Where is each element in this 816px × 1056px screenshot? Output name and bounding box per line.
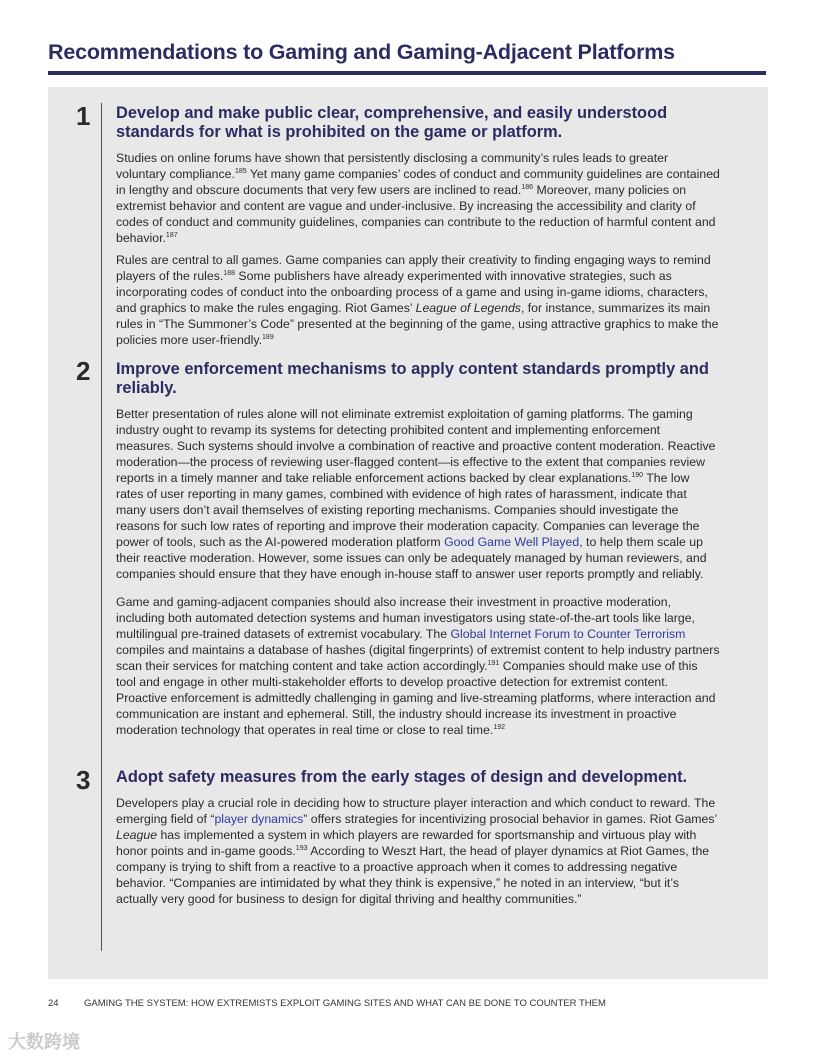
section-1-number: 1: [76, 101, 91, 131]
section-2-heading: Improve enforcement mechanisms to apply content standards promptly and reliably.: [116, 360, 709, 397]
footnote-ref[interactable]: 186: [521, 183, 534, 191]
page-number: 24: [48, 998, 59, 1009]
section-3-heading: Adopt safety measures from the early stages of design and development.: [116, 768, 688, 786]
gifct-link[interactable]: Global Internet Forum to Counter Terrorism: [450, 627, 686, 641]
section-2: [116, 360, 720, 744]
section-3: [116, 768, 720, 913]
section-1-heading: Develop and make public clear, comprehensive, and easily understood standards for what is prohibited on the game or platform.: [116, 104, 668, 141]
section-1: [116, 104, 720, 354]
footnote-ref[interactable]: 190: [631, 471, 644, 479]
section-3-paragraph-1: Developers play a crucial role in deciding how to structure player interaction and which conduct to reward. The emerging field of “player dynamics” offers strategies for incentivizing prosocial behavior in games. Riot Games’ League has implemented a system in which players are rewarded for sportsmanship and virtuous play with honor points and in-game goods.$^{193}$ According to Weszt Hart, the head of player dynamics at Riot Games, the company is trying to shift from a reactive to a proactive approach when it comes to addressing negative behavior. “Companies are intimidated by what they think is expensive,” he noted in an interview, “but it’s actually very good for business to design for digital thriving and healthy communities.”: [116, 796, 717, 906]
section-2-paragraph-1: Better presentation of rules alone will not eliminate extremist exploitation of gaming platforms. The gaming industry ought to revamp its systems for detecting prohibited content and implementing enforcement measures. Such systems should involve a combination of reactive and proactive content moderation. Reactive moderation—the process of reviewing user-flagged content—is effective to the extent that companies review reports in a timely manner and take reliable enforcement actions backed by clear explanations.$^{190}$ The low rates of user reporting in many games, combined with evidence of high rates of harassment, indicate that many users don’t avail themselves of existing reporting mechanisms. Companies should investigate the reasons for such low rates of reporting and improve their moderation capacity. Companies can leverage the power of tools, such as the AI-powered moderation platform Good Game Well Played, to help them scale up their reactive moderation. However, some issues can only be adequately managed by human reviewers, and companies should ensure that they have enough in-house staff to answer user reports promptly and reliably.: [116, 407, 716, 581]
recommendations-panel: [48, 87, 768, 979]
footnote-ref[interactable]: 191: [487, 659, 500, 667]
footnote-ref[interactable]: 187: [165, 231, 178, 239]
vertical-divider: [101, 103, 102, 951]
footnote-ref[interactable]: 193: [295, 844, 308, 852]
section-1-paragraph-1: Studies on online forums have shown that persistently disclosing a community’s rules leads to greater voluntary compliance.$^{185}$ Yet many game companies’ codes of conduct and community guidelines are contained in lengthy and obscure documents that very few users are inclined to read.$^{186}$ Moreover, many policies on extremist behavior and content are vague and under-inclusive. By increasing the accessibility and clarity of codes of conduct and community guidelines, companies can contribute to the reduction of harmful content and behavior.$^{187}$: [116, 151, 720, 245]
page-footer: [48, 998, 606, 1009]
section-2-paragraph-2: Game and gaming-adjacent companies should also increase their investment in proactive moderation, including both automated detection systems and human investigators using state-of-the-art tools like large, multilingual pre-trained datasets of extremist vocabulary. The Global Internet Forum to Counter Terrorism compiles and maintains a database of hashes (digital fingerprints) of extremist content to help industry partners scan their services for matching content and take action accordingly.$^{191}$ Companies should make use of this tool and engage in other multi-stakeholder efforts to develop proactive detection for extremist content. Proactive enforcement is admittedly challenging in gaming and live-streaming platforms, where interaction and communication are instant and ephemeral. Still, the industry should increase its investment in proactive moderation technology that operates in real time or close to real time.$^{192}$: [116, 595, 720, 737]
page-title: Recommendations to Gaming and Gaming-Adjacent Platforms: [48, 40, 675, 64]
good-game-well-played-link[interactable]: Good Game Well Played: [444, 535, 580, 549]
section-2-number: 2: [76, 356, 91, 386]
running-title: GAMING THE SYSTEM: HOW EXTREMISTS EXPLOIT GAMING SITES AND WHAT CAN BE DONE TO COUNTER THEM: [84, 998, 606, 1009]
footnote-ref[interactable]: 189: [262, 333, 274, 341]
footnote-ref[interactable]: 185: [234, 167, 247, 175]
section-3-number: 3: [76, 765, 91, 795]
player-dynamics-link[interactable]: player dynamics: [214, 812, 304, 826]
section-1-paragraph-2: Rules are central to all games. Game companies can apply their creativity to finding engaging ways to remind players of the rules.$^{188}$ Some publishers have already experimented with innovative strategies, such as incorporating codes of conduct into the onboarding process of a game and using in-game idioms, characters, and graphics to make the rules engaging. Riot Games’ League of Legends, for instance, summarizes its main rules in “The Summoner’s Code” presented at the beginning of the game, using attractive graphics to make the policies more user-friendly.$^{189}$: [116, 253, 719, 347]
footnote-ref[interactable]: 192: [493, 723, 505, 731]
title-rule: [48, 71, 766, 75]
watermark-logo: 大数跨境: [8, 1032, 80, 1052]
footnote-ref[interactable]: 188: [223, 269, 235, 277]
